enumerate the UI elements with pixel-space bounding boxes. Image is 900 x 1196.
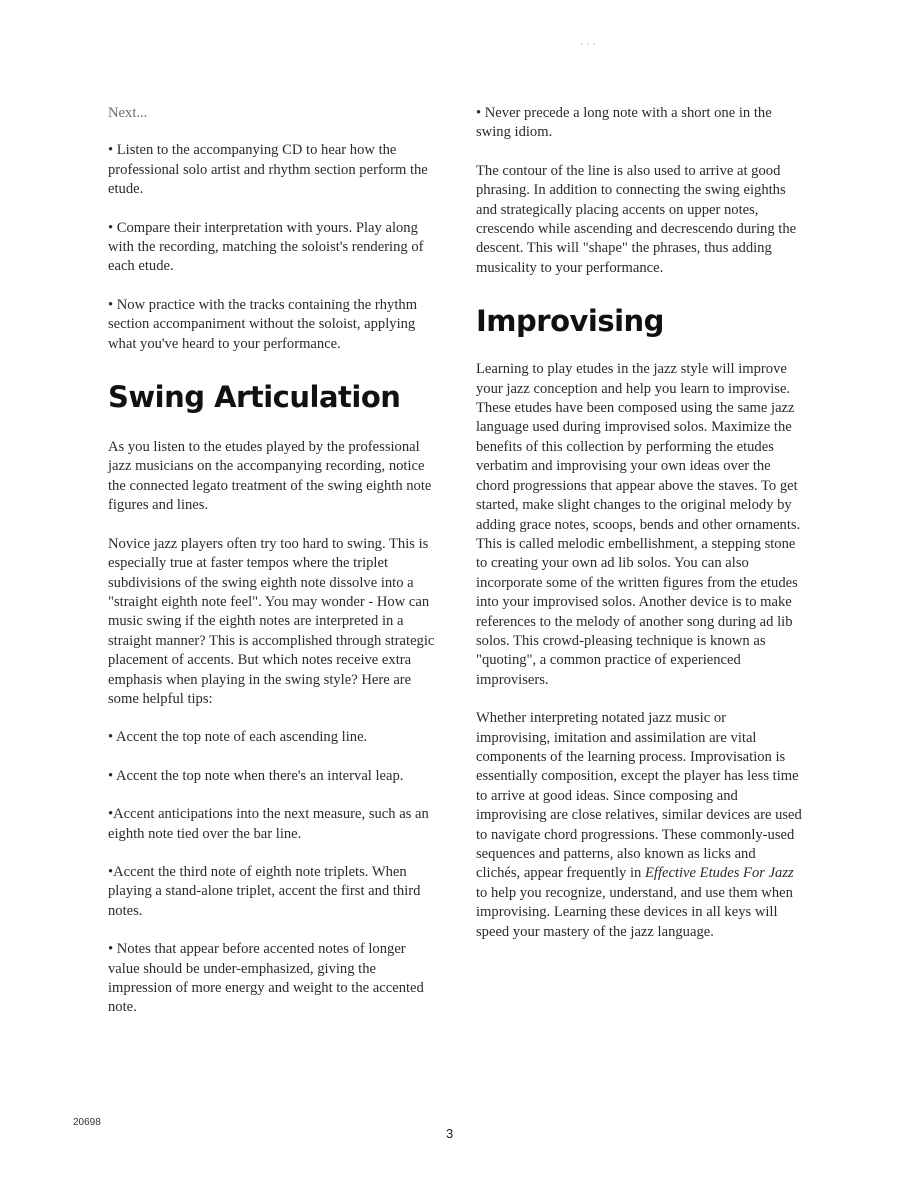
scan-specks: · · ·	[580, 40, 596, 51]
section-title-swing-articulation: Swing Articulation	[108, 380, 401, 415]
step-listen: • Listen to the accompanying CD to hear how the professional solo artist and rhythm section perform the etude.	[108, 142, 428, 198]
tip-anticipations: •Accent anticipations into the next measure, such as an eighth note tied over the bar line.	[108, 806, 429, 842]
section-title-improvising: Improvising	[476, 304, 664, 339]
right-column	[476, 104, 802, 942]
final-paragraph	[476, 709, 802, 942]
swing-paragraph-1: As you listen to the etudes played by the professional jazz musicians on the accompanying recording, notice the connected legato treatment of the swing eighth note figures and lines.	[108, 439, 432, 514]
tip-ascending-line: • Accent the top note of each ascending line.	[108, 729, 368, 746]
final-text-before: Whether interpreting notated jazz music or improvising, imitation and assimilation are vital components of the learning process. Improvisation is essentially composition, except the player has less time to arrive at good ideas. Since composing and improvising are close relatives, similar devices are used to navigate chord progressions. These commonly-used sequences and patterns, also known as licks and clichés, appear frequently in	[476, 710, 802, 882]
tip-under-emphasize: • Notes that appear before accented notes of longer value should be under-emphasized, giving the impression of more energy and weight to the accented note.	[108, 941, 424, 1016]
step-compare: • Compare their interpretation with yours. Play along with the recording, matching the soloist's rendering of each etude.	[108, 219, 424, 275]
improv-paragraph: Learning to play etudes in the jazz style will improve your jazz conception and help you learn to improvise. These etudes have been composed using the same jazz language used during improvised solos. Maximize the benefits of this collection by performing the etudes verbatim and improvising your own ideas over the chord progressions that appear above the staves. To get started, make slight changes to the original melody by adding grace notes, scoops, bends and other ornaments. This is called melodic embellishment, a stepping stone to creating your own ad lib solos. You can also incorporate some of the written figures from the etudes into your improvised solos. Another device is to make references to the melody of another song during ad lib solos. This crowd-pleasing technique is known as "quoting", a common practice of experienced improvisers.	[476, 361, 801, 688]
book-title: Effective Etudes For Jazz	[644, 865, 794, 882]
catalog-number: 20698	[73, 1117, 101, 1128]
next-label: Next...	[108, 105, 148, 121]
left-column	[108, 104, 438, 1018]
page-number: 3	[446, 1126, 454, 1141]
step-practice: • Now practice with the tracks containing the rhythm section accompaniment without the soloist, applying what you've heard to your performance.	[108, 296, 418, 352]
swing-paragraph-2: Novice jazz players often try too hard to swing. This is especially true at faster tempos where the triplet subdivisions of the swing eighth note dissolve into a "straight eighth note feel". You may wonder - How can music swing if the eighth notes are interpreted in a straight manner? This is accomplished through strategic placement of accents. But which notes receive extra emphasis when playing in the swing style? Here are some helpful tips:	[108, 535, 435, 707]
final-text-after: to help you recognize, understand, and use them when improvising. Learning these devices in all keys will speed your mastery of the jazz language.	[476, 884, 793, 940]
tip-long-note: • Never precede a long note with a short one in the swing idiom.	[476, 105, 772, 141]
tip-triplets: •Accent the third note of eighth note triplets. When playing a stand-alone triplet, accent the first and third notes.	[108, 863, 421, 919]
contour-paragraph: The contour of the line is also used to arrive at good phrasing. In addition to connecting the swing eighths and strategically placing accents on upper notes, crescendo while ascending and decrescendo during the descent. This will "shape" the phrases, thus adding musicality to your performance.	[476, 162, 797, 276]
tip-interval-leap: • Accent the top note when there's an interval leap.	[108, 767, 404, 784]
